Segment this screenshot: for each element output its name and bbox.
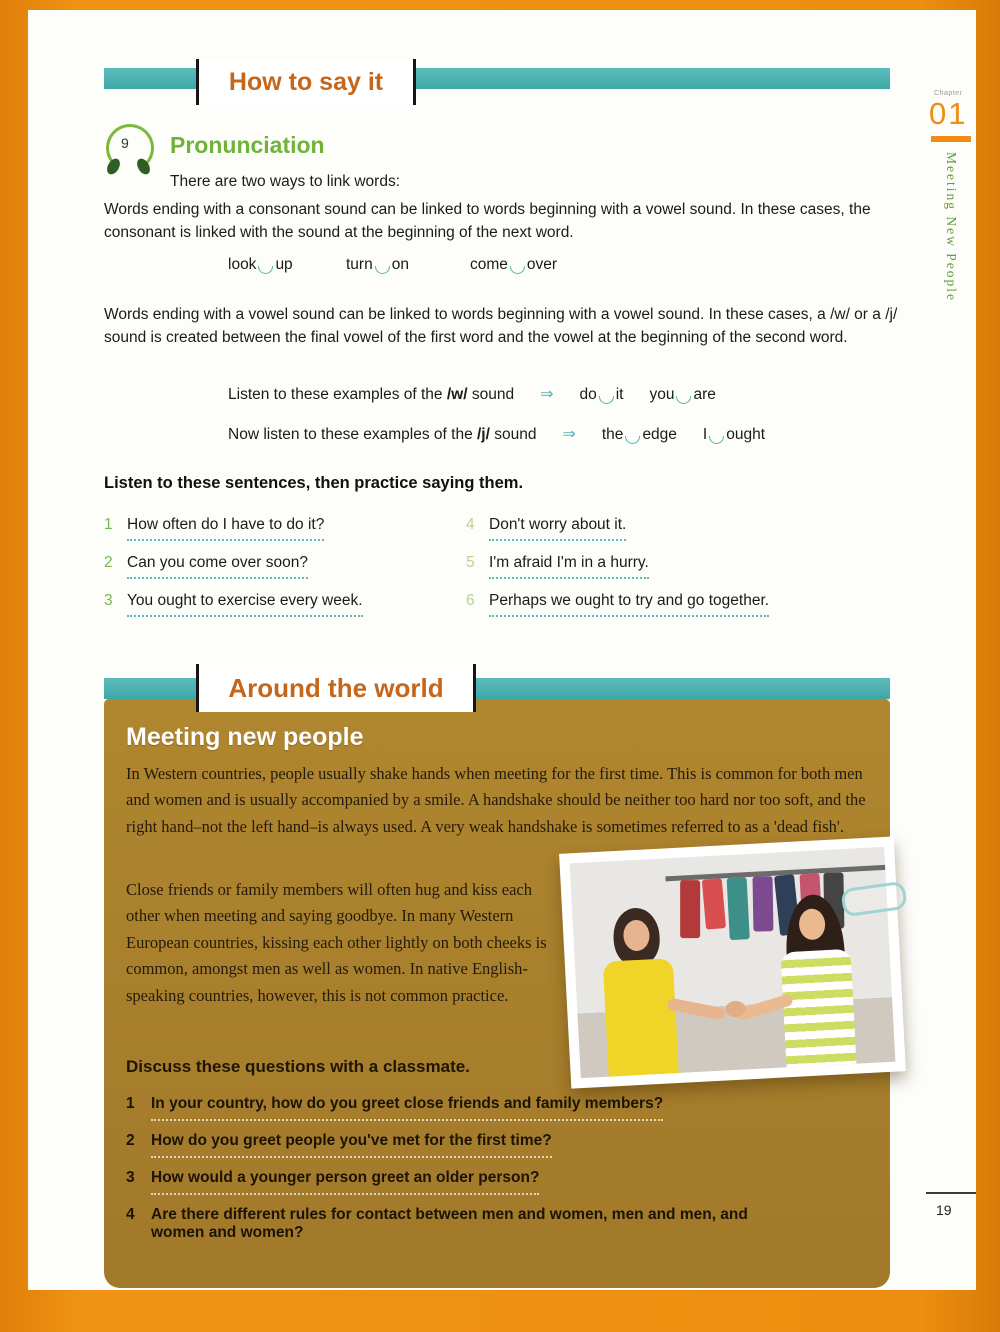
paper: [28, 10, 976, 1290]
sentence-number: 5: [466, 554, 475, 571]
pronunciation-paragraph-2: Words ending with a vowel sound can be linked to words beginning with a vowel sound. In these cases, a /w/ or a /j/ sound is created between the final vowel of the first word and the vowel at the beginning of the second word.: [104, 306, 898, 347]
sentence-text: Perhaps we ought to try and go together.: [489, 592, 769, 617]
link-arc-icon: [625, 436, 640, 444]
linked-pair: do it: [579, 386, 624, 403]
linked-pair: I ought: [702, 426, 766, 443]
question-text: In your country, how do you greet close friends and family members?: [151, 1095, 663, 1121]
track-number: 9: [121, 135, 129, 151]
chapter-title-vertical: Meeting New People: [944, 152, 959, 302]
arrow-icon: ⇒: [540, 386, 554, 403]
pair-word: up: [275, 256, 293, 273]
chapter-underline: [931, 136, 971, 142]
question-item: [126, 1132, 870, 1158]
discuss-heading: Discuss these questions with a classmate.: [126, 1057, 470, 1076]
section-title-text: How to say it: [228, 67, 384, 96]
sentence-number: 2: [104, 554, 113, 571]
question-text: How do you greet people you've met for the first time?: [151, 1132, 552, 1158]
pair-word: look: [228, 256, 257, 273]
link-arc-icon: [258, 266, 273, 274]
sentence-text: I'm afraid I'm in a hurry.: [489, 554, 649, 579]
panel-title: Meeting new people: [126, 723, 364, 751]
question-number: 1: [126, 1095, 135, 1112]
sentence-number: 1: [104, 516, 113, 533]
pair-word: on: [391, 256, 409, 273]
hanging-clothes: [702, 878, 726, 930]
link-arc-icon: [510, 266, 525, 274]
woman-left-yellow-top: [603, 958, 679, 1078]
sentence-column-right: [466, 516, 846, 630]
pronunciation-paragraph-1: Words ending with a consonant sound can be linked to words beginning with a vowel sound. In these cases, the consonant is linked with the sound at the beginning of the next word.: [104, 201, 871, 242]
sentence-text: Don't worry about it.: [489, 516, 626, 541]
sentence-number: 6: [466, 592, 475, 609]
chapter-number: 01: [929, 96, 968, 131]
sentence-number: 3: [104, 592, 113, 609]
question-number: 2: [126, 1132, 135, 1149]
around-the-world-panel: [104, 699, 890, 1288]
link-arc-icon: [599, 396, 614, 404]
listen-instruction: Listen to these examples of the /w/ sound: [228, 386, 515, 403]
discussion-questions: [126, 1095, 870, 1259]
question-text: Are there different rules for contact between men and women, men and men, and women and women?: [151, 1206, 748, 1241]
sentence-number: 4: [466, 516, 475, 533]
linked-pair: you are: [649, 386, 716, 403]
chapter-label: Chapter: [934, 90, 963, 97]
panel-paragraph-1: In Western countries, people usually shake hands when meeting for the first time. This is common for both men and women and is usually accompanied by a smile. A handshake should be neither too hard nor too soft, and the right hand–not the left hand–is always used. A very weak handshake is sometimes referred to as a 'dead fish'.: [126, 764, 866, 836]
listen-line-j-sound: [228, 424, 765, 444]
page-number: 19: [936, 1202, 952, 1218]
question-text: How would a younger person greet an older person?: [151, 1169, 539, 1195]
hanging-clothes: [752, 876, 773, 931]
question-number: 4: [126, 1206, 135, 1223]
listen-line-w-sound: [228, 384, 716, 404]
linked-pair: [346, 256, 409, 274]
linking-examples-row: [28, 256, 976, 282]
photo-scene: [570, 847, 896, 1078]
pair-word: over: [526, 256, 558, 273]
sentence-text: You ought to exercise every week.: [127, 592, 363, 617]
pair-word: turn: [346, 256, 373, 273]
sentence-item: [104, 592, 444, 617]
section-title-how-to-say-it: [196, 59, 416, 105]
phoneme-j: /j/: [477, 426, 490, 443]
hanging-clothes: [727, 877, 750, 940]
sentence-column-left: [104, 516, 444, 630]
practice-heading: Listen to these sentences, then practice saying them.: [104, 474, 524, 492]
sentence-item: [466, 554, 846, 579]
linked-pair: [228, 256, 293, 274]
pronunciation-heading: Pronunciation: [170, 132, 325, 158]
question-item: [126, 1206, 870, 1248]
panel-paragraph-2: Close friends or family members will often hug and kiss each other when meeting and saying goodbye. In many Western European countries, kissing each other lightly on both cheeks is common, amongst men as well as women. In native English-speaking countries, however, this is not common practice.: [126, 880, 547, 1005]
linked-pair: the edge: [601, 426, 677, 443]
pronunciation-intro: There are two ways to link words:: [170, 173, 401, 190]
phoneme-w: /w/: [446, 386, 468, 403]
hanging-clothes: [680, 880, 700, 938]
section-title-around-the-world: [196, 664, 476, 712]
link-arc-icon: [676, 396, 691, 404]
section-title-text: Around the world: [228, 672, 444, 703]
sentence-item: [104, 516, 444, 541]
arrow-icon: ⇒: [562, 426, 576, 443]
link-arc-icon: [709, 436, 724, 444]
photo-two-women-shaking-hands: [559, 836, 906, 1088]
headphones-icon: [102, 122, 160, 178]
page-number-rule: [926, 1192, 976, 1194]
sentence-item: [466, 516, 846, 541]
question-number: 3: [126, 1169, 135, 1186]
woman-right-striped-top: [781, 949, 857, 1072]
pair-word: come: [470, 256, 508, 273]
link-arc-icon: [375, 266, 390, 274]
listen-instruction: Now listen to these examples of the /j/ sound: [228, 426, 537, 443]
sentence-item: [104, 554, 444, 579]
sentence-text: Can you come over soon?: [127, 554, 308, 579]
question-item: [126, 1169, 870, 1195]
sentence-item: [466, 592, 846, 617]
question-item: [126, 1095, 870, 1121]
linked-pair: [470, 256, 557, 274]
sentence-text: How often do I have to do it?: [127, 516, 324, 541]
